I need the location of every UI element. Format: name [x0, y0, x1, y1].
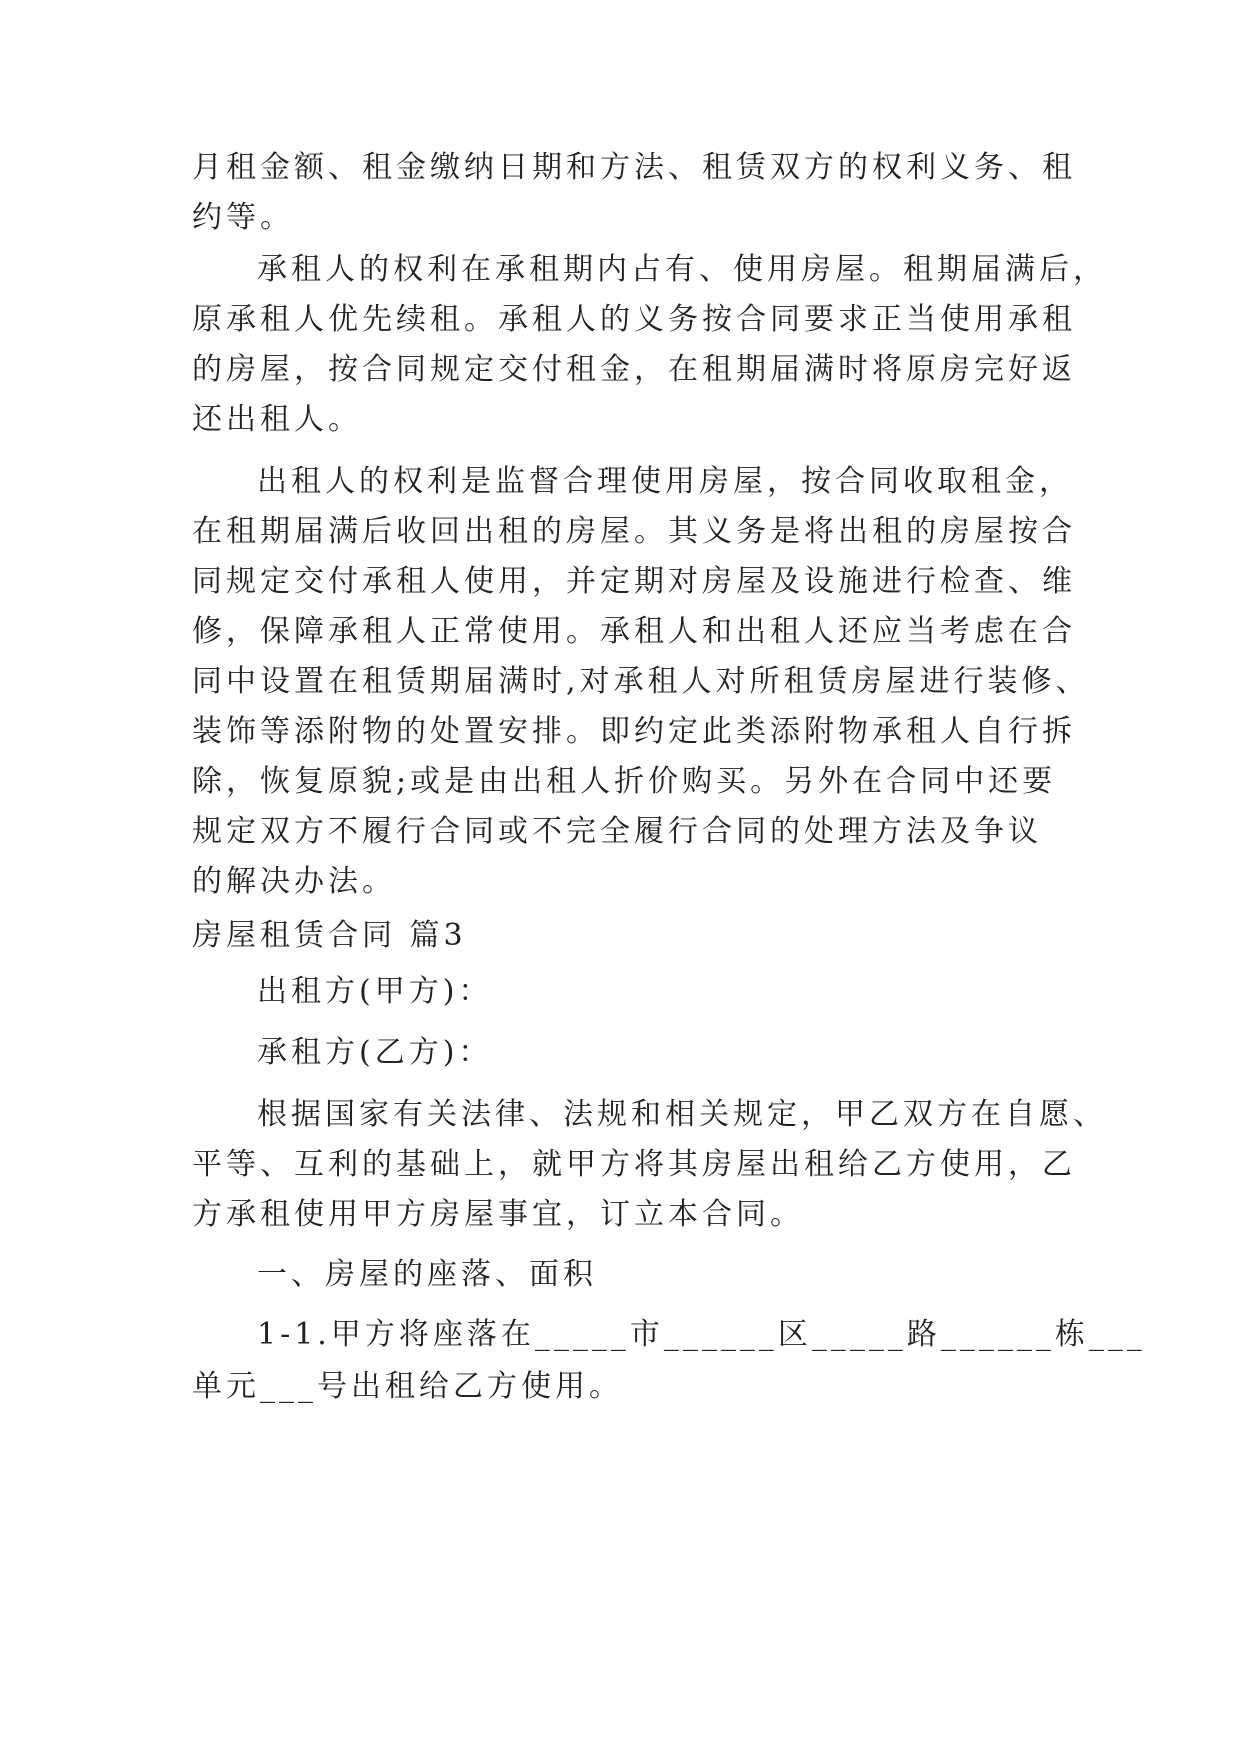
paragraph-line: 同规定交付承租人使用，并定期对房屋及设施进行检查、维 — [192, 564, 1076, 599]
lessee-label: 承租方(乙方)： — [257, 1035, 493, 1070]
clause-line: 单元___号出租给乙方使用。 — [192, 1369, 623, 1404]
paragraph-line: 承租人的权利在承租期内占有、使用房屋。租期届满后， — [257, 252, 1107, 287]
paragraph-line: 平等、互利的基础上，就甲方将其房屋出租给乙方使用，乙 — [192, 1147, 1076, 1182]
paragraph-line: 规定双方不履行合同或不完全履行合同的处理方法及争议 — [192, 814, 1042, 849]
clause-line: 1-1.甲方将座落在_____市______区_____路______栋___ — [257, 1317, 1146, 1352]
lessor-label: 出租方(甲方)： — [257, 974, 493, 1009]
paragraph-line: 修，保障承租人正常使用。承租人和出租人还应当考虑在合 — [192, 614, 1076, 649]
paragraph-line: 同中设置在租赁期届满时,对承租人对所租赁房屋进行装修、 — [192, 664, 1090, 699]
paragraph-line: 还出租人。 — [192, 402, 362, 437]
paragraph-line: 除，恢复原貌;或是由出租人折价购买。另外在合同中还要 — [192, 764, 1057, 799]
paragraph-line: 的房屋，按合同规定交付租金，在租期届满时将原房完好返 — [192, 352, 1076, 387]
paragraph-line: 原承租人优先续租。承租人的义务按合同要求正当使用承租 — [192, 302, 1076, 337]
paragraph-line: 月租金额、租金缴纳日期和方法、租赁双方的权利义务、租 — [192, 150, 1076, 185]
paragraph-line: 在租期届满后收回出租的房屋。其义务是将出租的房屋按合 — [192, 514, 1076, 549]
paragraph-line: 出租人的权利是监督合理使用房屋，按合同收取租金， — [257, 464, 1073, 499]
paragraph-line: 的解决办法。 — [192, 864, 396, 899]
section-heading: 房屋租赁合同 篇3 — [192, 918, 467, 953]
paragraph-line: 方承租使用甲方房屋事宜，订立本合同。 — [192, 1197, 804, 1232]
paragraph-line: 约等。 — [192, 200, 294, 235]
section-title: 一、房屋的座落、面积 — [257, 1257, 597, 1292]
paragraph-line: 装饰等添附物的处置安排。即约定此类添附物承租人自行拆 — [192, 714, 1076, 749]
paragraph-line: 根据国家有关法律、法规和相关规定，甲乙双方在自愿、 — [257, 1097, 1107, 1132]
